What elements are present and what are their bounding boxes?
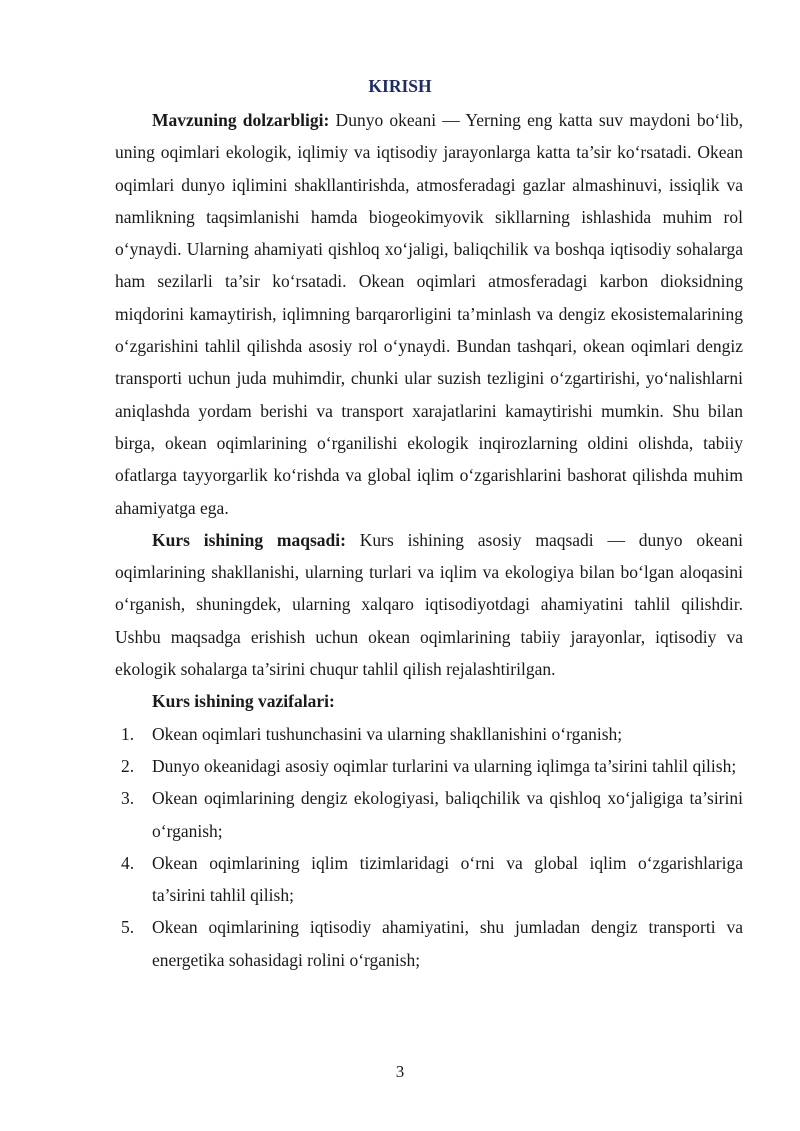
list-item-number: 4. bbox=[121, 852, 135, 873]
page-number: 3 bbox=[395, 1062, 405, 1081]
list-item bbox=[115, 782, 743, 847]
paragraph-text: Kurs ishining asosiy maqsadi — dunyo okeani oqimlarining shakllanishi, ularning turlari va iqlim va ekologiya bilan bo‘lgan aloqasini o‘rganish, shuningdek, ularning xalqaro iqtisodiyotdagi ahamiyatini tahlil qilishdir. Ushbu maqsadga erishish uchun okean oqimlarining tabiiy jarayonlar, iqtisodiy va ekologik sohalarga ta’sirini chuqur tahlil qilish rejalashtirilgan. bbox=[115, 529, 744, 680]
list-item bbox=[115, 911, 743, 976]
list-item-text: Okean oqimlarining iqlim tizimlaridagi o‘rni va global iqlim o‘zgarishlariga ta’sirini tahlil qilish; bbox=[152, 852, 743, 906]
list-item-text: Okean oqimlarining dengiz ekologiyasi, baliqchilik va qishloq xo‘jaligiga ta’sirini o‘rganish; bbox=[152, 788, 743, 841]
paragraph-text: Dunyo okeani — Yerning eng katta suv maydoni bo‘lib, uning oqimlari ekologik, iqlimiy va iqtisodiy jarayonlarga katta ta’sir ko‘rsatadi. Okean oqimlari dunyo iqlimini shakllantirishda, atmosferadagi gazlar almashinuvi, issiqlik va namlikning taqsimlanishi hamda biogeokimyovik sikllarning ishlashida muhim rol o‘ynaydi. Ularning ahamiyati qishloq xo‘jaligi, baliqchilik va boshqa iqtisodiy sohalarga ham sezilarli ta’sir ko‘rsatadi. Okean oqimlari atmosferadagi karbon dioksidning miqdorini kamaytirish, iqlimning barqarorligini ta’minlash va dengiz ekosistemalarining o‘zgarishini tahlil qilishda asosiy rol o‘ynaydi. Bundan tashqari, okean oqimlari dengiz transporti uchun juda muhimdir, chunki ular suzish tezligini o‘zgartirishi, yo‘nalishlarni aniqlashda yordam berishi va transport xarajatlarini kamaytirishi mumkin. Shu bilan birga, okean oqimlarining o‘rganilishi ekologik inqirozlarning oldini olishda, tabiiy ofatlarga tayyorgarlik ko‘rishda va global iqlim o‘zgarishlarini bashorat qilishda muhim ahamiyatga ega. bbox=[115, 110, 744, 518]
list-item-number: 1. bbox=[121, 723, 135, 744]
list-item-text: Dunyo okeanidagi asosiy oqimlar turlarini va ularning iqlimga ta’sirini tahlil qilish; bbox=[152, 755, 737, 776]
list-item bbox=[115, 718, 743, 750]
list-item bbox=[115, 750, 743, 782]
paragraph-label: Mavzuning dolzarbligi: bbox=[152, 110, 330, 130]
paragraph-maqsad bbox=[115, 524, 743, 685]
list-item-number: 2. bbox=[121, 755, 135, 776]
document-body bbox=[115, 104, 743, 976]
tasks-list bbox=[115, 718, 743, 976]
list-item bbox=[115, 847, 743, 912]
list-item-number: 5. bbox=[121, 917, 135, 938]
list-item-text: Okean oqimlarining iqtisodiy ahamiyatini, shu jumladan dengiz transporti va energetika sohasidagi rolini o‘rganish; bbox=[152, 917, 743, 970]
paragraph-dolzarblik bbox=[115, 104, 743, 524]
list-item-number: 3. bbox=[121, 788, 135, 809]
list-item-text: Okean oqimlari tushunchasini va ularning shakllanishini o‘rganish; bbox=[152, 723, 623, 744]
page-title: KIRISH bbox=[368, 76, 432, 96]
tasks-heading: Kurs ishining vazifalari: bbox=[152, 691, 335, 712]
paragraph-label: Kurs ishining maqsadi: bbox=[152, 529, 346, 550]
